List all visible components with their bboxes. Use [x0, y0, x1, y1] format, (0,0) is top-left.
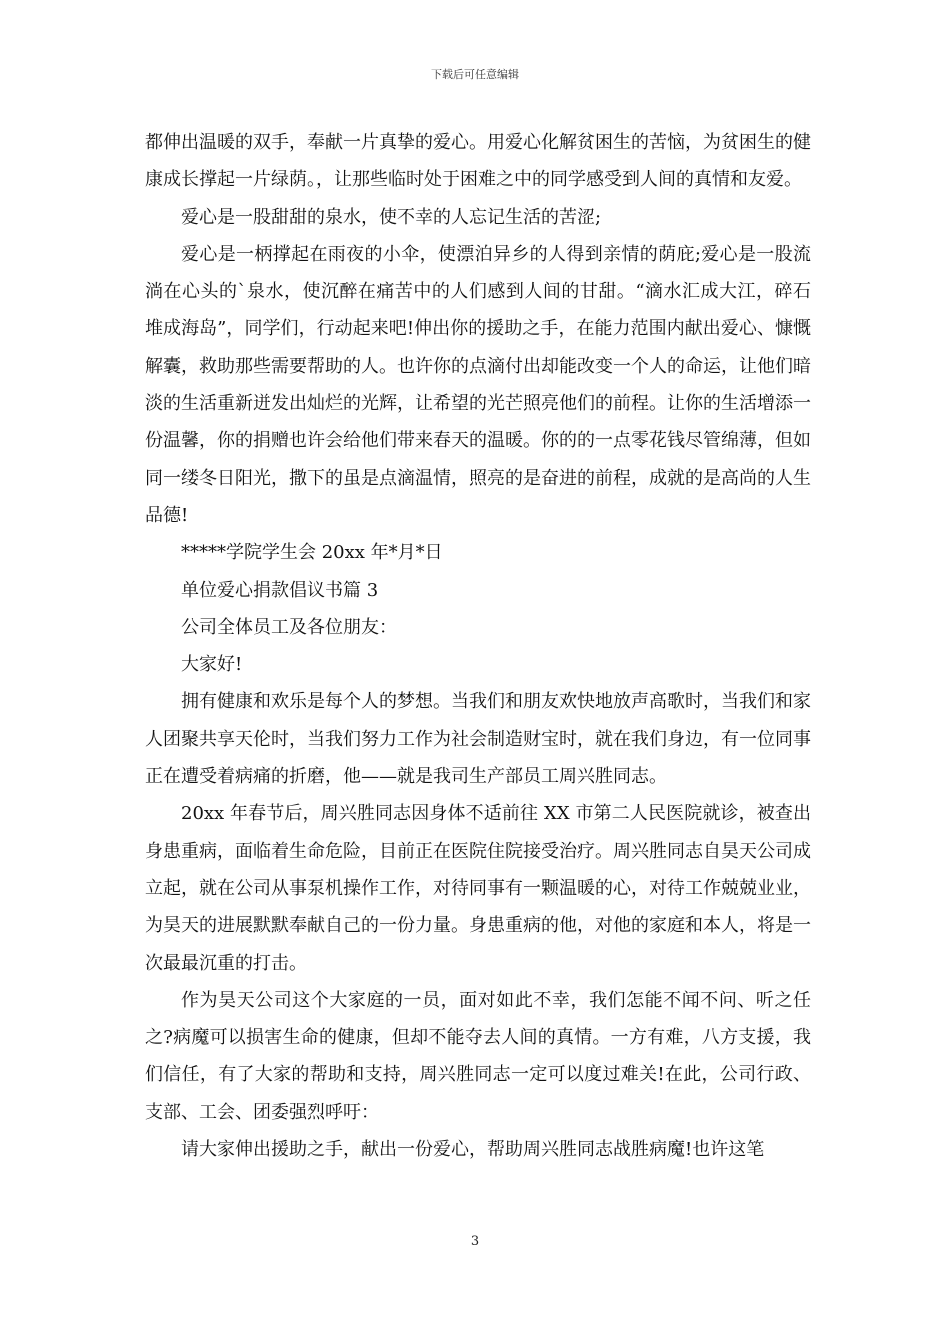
- document-body: [145, 124, 811, 1168]
- paragraph: 请大家伸出援助之手，献出一份爱心，帮助周兴胜同志战胜病魔!也许这笔: [181, 1139, 765, 1161]
- paragraph: 拥有健康和欢乐是每个人的梦想。当我们和朋友欢快地放声高歌时，当我们和家人团聚共享天伦时，当我们努力工作为社会制造财宝时，就在我们身边，有一位同事正在遭受着病痛的折磨，他——就是我司生产部员工周兴胜同志。: [145, 691, 811, 788]
- paragraph: 20xx 年春节后，周兴胜同志因身体不适前往 XX 市第二人民医院就诊，被查出身患重病，面临着生命危险，目前正在医院住院接受治疗。周兴胜同志自昊天公司成立起，就在公司从事泵机操作工作，对待同事有一颗温暖的心，对待工作兢兢业业，为昊天的进展默默奉献自己的一份力量。身患重病的他，对他的家庭和本人，将是一次最最沉重的打击。: [145, 803, 811, 974]
- paragraph: *****学院学生会 20xx 年*月*日: [181, 542, 443, 564]
- paragraph: 爱心是一股甜甜的泉水，使不幸的人忘记生活的苦涩;: [181, 206, 602, 228]
- page-header: 下载后可任意编辑: [431, 68, 519, 81]
- paragraph: 爱心是一柄撑起在雨夜的小伞，使漂泊异乡的人得到亲情的荫庇;爱心是一股流淌在心头的`泉水，使沉醉在痛苦中的人们感到人间的甘甜。“滴水汇成大江，碎石堆成海岛”，同学们，行动起来吧!伸出你的援助之手，在能力范围内献出爱心、慷慨解囊，救助那些需要帮助的人。也许你的点滴付出却能改变一个人的命运，让他们暗淡的生活重新迸发出灿烂的光辉，让希望的光芒照亮他们的前程。让你的生活增添一份温馨，你的捐赠也许会给他们带来春天的温暖。你的的一点零花钱尽管绵薄，但如同一缕冬日阳光，撒下的虽是点滴温情，照亮的是奋进的前程，成就的是高尚的人生品德!: [145, 243, 811, 526]
- page-number: 3: [470, 1234, 480, 1249]
- paragraph: 作为昊天公司这个大家庭的一员，面对如此不幸，我们怎能不闻不问、听之任之?病魔可以损害生命的健康，但却不能夺去人间的真情。一方有难，八方支援，我们信任，有了大家的帮助和支持，周兴胜同志一定可以度过难关!在此，公司行政、支部、工会、团委强烈呼吁：: [145, 989, 811, 1123]
- paragraph: 大家好!: [181, 654, 243, 676]
- paragraph: 单位爱心捐款倡议书篇 3: [181, 579, 379, 601]
- paragraph: 都伸出温暖的双手，奉献一片真挚的爱心。用爱心化解贫困生的苦恼，为贫困生的健康成长撑起一片绿荫。，让那些临时处于困难之中的同学感受到人间的真情和友爱。: [145, 132, 811, 191]
- paragraph: 公司全体员工及各位朋友：: [181, 616, 397, 638]
